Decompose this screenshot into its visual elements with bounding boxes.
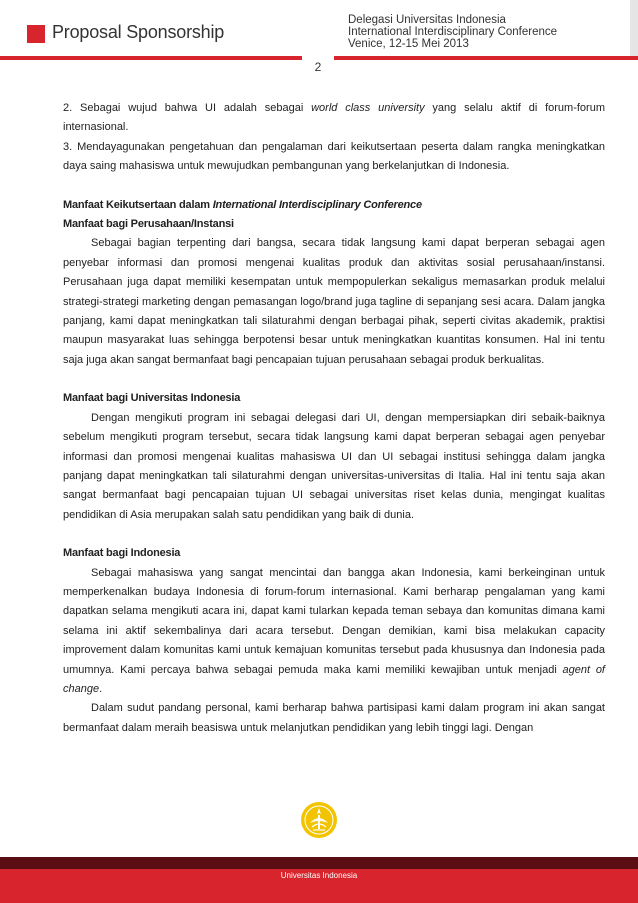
list-item-2-italic: world class university <box>311 102 425 114</box>
ui-heading: Manfaat bagi Universitas Indonesia <box>63 392 241 405</box>
indonesia-paragraph-1-italic: agent of change <box>63 663 605 695</box>
header-title: Proposal Sponsorship <box>52 22 225 42</box>
company-paragraph: Sebagai bagian terpenting dari bangsa, secara tidak langsung kami dapat berperan sebagai agen penyebar informasi dan promosi mengenai kualitas produk dan aktivitas sosial perusahaan/instansi. Perusahaan juga dapat memiliki kesempatan untuk mempopulerkan sekaligus memasarkan produk melalui strategi-strategi marketing dengan pemasangan logo/brand juga tagline di sepanjang sesi acara. Dalam jangka panjang, kami dapat meningkatkan tali silaturahmi dengan berbagai pihak, seperti civitas akademik, praktisi maupun masyarakat luas sehingga berpotensi besar untuk meningkatkan kuantitas konsumen. Hal ini tentu saja juga akan sangat bermanfaat bagi pencapaian tujuan perusahaan sebagai produk berkualitas. <box>63 237 605 366</box>
list-item-3: 3. Mendayagunakan pengetahuan dan pengalaman dari keikutsertaan peserta dalam rangka meningkatkan daya saing mahasiswa untuk mewujudkan pembangunan yang berkelanjutkan di Indonesia. <box>63 140 605 173</box>
page-number: 2 <box>314 60 322 74</box>
indonesia-heading: Manfaat bagi Indonesia <box>63 547 181 560</box>
page-header <box>0 0 638 80</box>
header-corner-shade <box>630 0 638 60</box>
footer-dark-band <box>0 857 638 869</box>
header-info-line-1: Delegasi Universitas Indonesia <box>348 14 506 26</box>
indonesia-paragraph-1-text: Sebagai mahasiswa yang sangat mencintai dan bangga akan Indonesia, kami berkeinginan untuk memperkenalkan budaya Indonesia di forum-forum internasional. Kami berharap pengalaman yang kami dapatkan selama mengikuti acara ini, dapat kami tularkan kepada teman sebaya dan komunitas dimana kami selama ini aktif sekembalinya dari acara tersebut. Dengan demikian, kami bisa melakukan capacity improvement dalam komunitas kami untuk kemajuan komunitas tersebut pada khususnya dan Indonesia pada umumnya. Kami percaya bahwa sebagai pemuda maka kami memiliki kewajiban untuk menjadi <box>63 566 605 676</box>
header-info-line-3: Venice, 12-15 Mei 2013 <box>348 38 469 50</box>
company-heading: Manfaat bagi Perusahaan/Instansi <box>63 218 234 231</box>
header-event-info <box>348 14 557 50</box>
list-item-2-rest: yang selalu aktif di forum-forum internasional. <box>63 102 605 134</box>
list-item-2 <box>63 99 605 138</box>
indonesia-paragraph-2: Dalam sudut pandang personal, kami berharap bahwa partisipasi kami dalam program ini akan sangat bermanfaat dalam meraih beasiswa untuk melanjutkan pendidikan yang lebih tinggi lagi. Dengan <box>63 702 605 734</box>
document-body <box>63 99 605 738</box>
indonesia-paragraph-1 <box>63 564 605 700</box>
header-red-square <box>27 25 45 43</box>
section-heading <box>63 196 605 215</box>
indonesia-paragraph-1-end: . <box>99 682 103 695</box>
section-heading-italic: International Interdisciplinary Conference <box>212 198 422 211</box>
university-seal-icon <box>300 801 338 839</box>
section-heading-prefix: Manfaat Keikutsertaan dalam <box>63 198 213 211</box>
footer-text: Universitas Indonesia <box>280 871 358 880</box>
list-item-2-text: 2. Sebagai wujud bahwa UI adalah sebagai <box>63 102 312 114</box>
ui-paragraph: Dengan mengikuti program ini sebagai delegasi dari UI, dengan mempersiapkan diri sebaik-baiknya sebelum mengikuti program tersebut, secara tidak langsung kami dapat berperan sebagai agen penyebar informasi dan promosi mengenai kualitas mahasiswa UI dan UI sebagai institusi sehingga dalam jangka panjang dapat meningkatkan tali silaturahmi dengan universitas-universitas di Italia. Hal ini tentu saja akan sangat bermanfaat bagi pencapaian tujuan UI sebagai universitas riset kelas dunia, mengingat kualitas pendidikan di Asia merupakan salah satu pendidikan yang baik di dunia. <box>63 411 605 521</box>
header-info-line-2: International Interdisciplinary Conference <box>348 26 558 38</box>
